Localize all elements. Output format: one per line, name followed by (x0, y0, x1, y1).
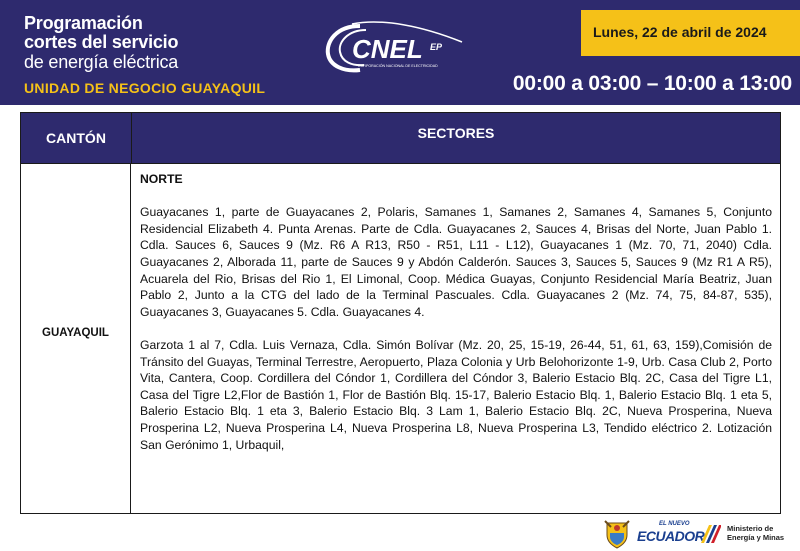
flag-stripes-icon (699, 523, 721, 545)
date-badge (581, 10, 800, 56)
ministry-line-2: Energía y Minas (727, 532, 785, 542)
cnel-logo-icon (322, 20, 492, 80)
zone-label: NORTE (140, 172, 183, 186)
brand-small-text: EL NUEVO (659, 521, 690, 527)
logo-brand-text: CNEL (352, 34, 423, 64)
column-header-canton: CANTÓN (21, 113, 132, 163)
ecuador-shield-icon (603, 519, 631, 549)
sectors-table (20, 112, 781, 514)
canton-cell: GUAYAQUIL (21, 164, 131, 513)
sectors-cell (132, 164, 780, 513)
column-header-sectores: SECTORES (417, 125, 495, 141)
ministry-line-1: Ministerio de (727, 524, 774, 533)
el-nuevo-ecuador-logo (637, 521, 705, 547)
logo-suffix-text: EP (430, 42, 443, 52)
ministry-label (727, 525, 784, 542)
title-line-1: Programación (24, 13, 143, 33)
table-header-row (21, 113, 780, 164)
business-unit-label: UNIDAD DE NEGOCIO GUAYAQUIL (24, 80, 266, 96)
logo-subtitle-text: CORPORACIÓN NACIONAL DE ELECTRICIDAD (358, 64, 438, 68)
brand-main-text: ECUADOR (637, 528, 705, 544)
outage-hours: 00:00 a 03:00 – 10:00 a 13:00 (512, 72, 792, 95)
footer-logos (603, 519, 793, 549)
title-line-2: cortes del servicio (24, 32, 179, 52)
sectors-paragraph-1: Guayacanes 1, parte de Guayacanes 2, Polaris, Samanes 1, Samanes 2, Samanes 4, Samanes 5, Conjunto Residencial Elizabeth 4. Punta Arenas. Parte de Cdla. Guayacanes 2, Sauces 4, Brisas del Norte, Juan Pablo 1. Cdla. Sauces 6, Sauces 9 (Mz. R6 A R13, R50 - R51, L11 - L12), Guayacanes 1 (Mz. 70, 71, 2040) Cdla. Guayacanes 2, Alborada 11, parte de Sauces 9 y Abdón Calderón. Sauces 3, Sauces 5, Sauces 9 (Mz R1 A R5), Acuarela del Rio, Brisas del Rio 1, El Limonal, Coop. Médica Guayas, Conjunto Residencial María Beatriz, Juan Pablo 2, Junto a la CTG del lado de la Terminal Pascuales. Cdla. Guayacanes 2 (Mz. 74, 75, 84-87, 535), Guayacanes 3, Guayacanes 5. Cdla. Guayacanes 4. (140, 205, 772, 319)
sectors-paragraph-2: Garzota 1 al 7, Cdla. Luis Vernaza, Cdla. Simón Bolívar (Mz. 20, 25, 15-19, 26-44, 51, 61, 63, 159),Comisión de Tránsito del Guayas, Terminal Terrestre, Aeropuerto, Plaza Colonia y Urb Belohorizonte 1-9, Urb. Casa Club 2, Porto Vita, Cantera, Coop. Cordillera del Cóndor 1, Cordillera del Cóndor 3, Balerio Estacio Blq. 2C, Casa del Tigre L1, Casa del Tigre L2,Flor de Bastión 1, Flor de Bastión Blq. 15-17, Balerio Estacio Blq. 1, Balerio Estacio Blq. 1 eta 5, Balerio Estacio Blq. 1 eta 3, Balerio Estacio Blq. 3 Lam 1, Balerio Estacio Blq. 2C, Nueva Prosperina, Nueva Prosperina L2, Nueva Prosperina L4, Nueva Prosperina L8, Nueva Prosperina L3, Tendido eléctrico 2. Lotización San Gerónimo 1, Urbaquil, (140, 337, 772, 452)
date-text: Lunes, 22 de abril de 2024 (593, 24, 767, 40)
title-line-3: de energía eléctrica (24, 52, 179, 72)
page-title (24, 14, 178, 72)
